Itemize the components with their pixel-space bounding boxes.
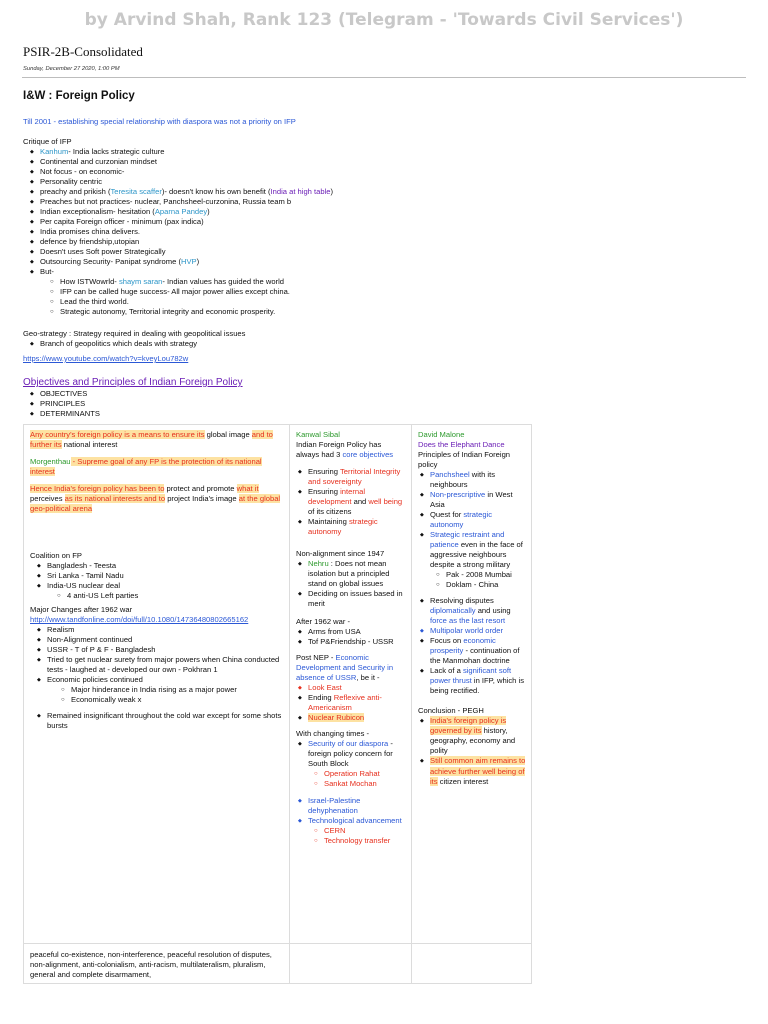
post-nep-list bbox=[298, 683, 405, 723]
objectives-heading[interactable]: Objectives and Principles of Indian Foreign Policy bbox=[23, 377, 243, 388]
list-item bbox=[298, 487, 405, 517]
paragraph bbox=[30, 430, 283, 450]
changing-times-title: With changing times - bbox=[296, 729, 370, 739]
major-changes-list bbox=[37, 625, 283, 731]
list-item bbox=[420, 490, 526, 510]
sub-list-item: ○ Major hinderance in India rising as a major power bbox=[61, 685, 283, 695]
item-text: project India's image bbox=[165, 494, 239, 504]
item-text: ) bbox=[207, 207, 210, 217]
highlight-text: and to further its bbox=[30, 430, 273, 450]
sub-list-item: ○ Lead the third world. bbox=[50, 297, 333, 307]
item-text: ) bbox=[196, 257, 200, 267]
author-name: Nehru bbox=[308, 559, 329, 569]
sub-list bbox=[314, 826, 405, 846]
keyword: significant soft power thrust bbox=[430, 666, 512, 686]
highlight-text: Nuclear Rubicon bbox=[308, 713, 365, 723]
watermark: by Arvind Shah, Rank 123 (Telegram - 'Towards Civil Services') bbox=[84, 10, 684, 30]
item-text: : Does not mean isolation but a principled stand on global issues bbox=[308, 559, 390, 589]
list-item bbox=[420, 596, 526, 626]
list-item: ◆ Tof P&Friendship - USSR bbox=[298, 637, 405, 647]
document-title: PSIR-2B-Consolidated bbox=[23, 44, 143, 59]
conclusion-title: Conclusion - PEGH bbox=[418, 706, 484, 716]
item-text: preachy and prikish ( bbox=[40, 187, 111, 197]
list-item bbox=[298, 739, 405, 789]
objectives-list bbox=[298, 467, 405, 537]
list-item: ◆ Realism bbox=[37, 625, 283, 635]
list-item: ◆ Multipolar world order bbox=[420, 626, 526, 636]
highlight-text: India's foreign policy is governed by its bbox=[430, 716, 507, 736]
book-title: India at high table bbox=[270, 187, 331, 197]
after-1962-list bbox=[298, 627, 405, 647]
list-item bbox=[37, 675, 283, 705]
item-text: and using bbox=[475, 606, 511, 616]
item-text: national interest bbox=[61, 440, 118, 450]
keyword: economic prosperity bbox=[430, 636, 496, 656]
list-item bbox=[298, 816, 405, 846]
critique-section bbox=[23, 137, 333, 317]
intro-line: Till 2001 - establishing special relationship with diaspora was not a priority on IFP bbox=[23, 117, 296, 126]
highlight-text: Still common aim remains to achieve further well being of its bbox=[430, 756, 526, 786]
keyword: Non-prescriptive bbox=[430, 490, 486, 500]
sub-list-item: ○ Doklam - China bbox=[436, 580, 526, 590]
list-item bbox=[420, 636, 526, 666]
highlight-text: what it bbox=[236, 484, 259, 494]
highlight-text: - Supreme goal of any FP is the protection of its national interest bbox=[30, 457, 262, 477]
keyword: internal development bbox=[308, 487, 365, 507]
item-text: of its citizens bbox=[308, 507, 352, 517]
author-name: shaym saran bbox=[118, 277, 163, 287]
item-text: ) bbox=[330, 187, 334, 197]
author-name: HVP bbox=[180, 257, 197, 267]
item-text: in IFP, which is being rectified. bbox=[430, 676, 524, 696]
item-text: Ensuring bbox=[308, 467, 340, 477]
youtube-link[interactable]: https://www.youtube.com/watch?v=kveyLou782w bbox=[23, 354, 189, 364]
author-name: David Malone bbox=[418, 430, 465, 439]
list-item: ◆ PRINCIPLES bbox=[30, 399, 100, 409]
keyword: Security of our diaspora bbox=[308, 739, 389, 749]
list-item bbox=[298, 713, 405, 723]
item-text: Economic policies continued bbox=[47, 675, 143, 685]
sub-list-item bbox=[50, 277, 333, 287]
list-item bbox=[298, 517, 405, 537]
item-text: - India lacks strategic culture bbox=[68, 147, 165, 157]
geo-line: Geo-strategy : Strategy required in dealing with geopolitical issues bbox=[23, 329, 246, 338]
sub-list-item: ○ CERN bbox=[314, 826, 405, 836]
list-item: ◆ Israel-Palestine dehyphenation bbox=[298, 796, 405, 816]
sub-list bbox=[50, 277, 333, 317]
list-item bbox=[420, 756, 526, 786]
after-1962-title: After 1962 war - bbox=[296, 617, 351, 627]
list-item bbox=[298, 467, 405, 487]
keyword: well being bbox=[368, 497, 403, 507]
item-text: Ending bbox=[308, 693, 334, 703]
conclusion-list bbox=[420, 716, 526, 786]
paragraph bbox=[30, 484, 283, 514]
highlight-text: at the global geo-political arena bbox=[30, 494, 281, 514]
paragraph bbox=[296, 440, 405, 460]
list-item bbox=[420, 666, 526, 696]
sub-list-item: ○ 4 anti-US Left parties bbox=[57, 591, 283, 601]
principles-line: Principles of Indian Foreign policy bbox=[418, 450, 511, 470]
document-date: Sunday, December 27 2020, 1:00 PM bbox=[23, 66, 120, 72]
list-item: ◆ Branch of geopolitics which deals with strategy bbox=[30, 339, 245, 349]
item-text: But- bbox=[40, 267, 54, 277]
table-cell-kanwal-sibal bbox=[290, 425, 412, 943]
keyword: strategic autonomy bbox=[430, 510, 493, 530]
item-text: even in the face of aggressive neighbours despite a strong military bbox=[430, 540, 523, 570]
author-name: Morgenthau bbox=[30, 457, 71, 467]
list-item bbox=[30, 147, 333, 157]
list-item bbox=[30, 267, 333, 317]
coalition-title: Coalition on FP bbox=[30, 551, 82, 561]
keyword: Strategic restraint and patience bbox=[430, 530, 505, 550]
list-item bbox=[30, 207, 333, 217]
list-item bbox=[420, 510, 526, 530]
list-item: ◆ Continental and curzonian mindset bbox=[30, 157, 333, 167]
sub-list-item: ○ IFP can be called huge success- All major power allies except china. bbox=[50, 287, 333, 297]
tandfonline-link[interactable]: http://www.tandfonline.com/doi/full/10.1080/14736480802665162 bbox=[30, 615, 249, 625]
list-item bbox=[420, 470, 526, 490]
sub-list-item: ○ Economically weak x bbox=[61, 695, 283, 705]
item-text: )- doesn't know his own benefit ( bbox=[161, 187, 271, 197]
item-text: - continuation of the Manmohan doctrine bbox=[430, 646, 520, 666]
keyword: force as the last resort bbox=[430, 616, 506, 626]
page-heading: I&W : Foreign Policy bbox=[23, 90, 135, 102]
item-text: in West Asia bbox=[430, 490, 513, 510]
coalition-list bbox=[37, 561, 283, 601]
list-item: ◆ USSR - T of P & F - Bangladesh bbox=[37, 645, 283, 655]
item-text: Indian Foreign Policy has always had 3 bbox=[296, 440, 382, 460]
author-name: Kanwal Sibal bbox=[296, 430, 340, 439]
sub-list bbox=[57, 591, 283, 601]
highlight-text: Hence India's foreign policy has been to bbox=[30, 484, 165, 494]
list-item: ◆ defence by friendship,utopian bbox=[30, 237, 333, 247]
author-name: Aparna Pandey bbox=[154, 207, 208, 217]
list-item: ◆ Deciding on issues based in merit bbox=[298, 589, 405, 609]
author-name: Kanhum bbox=[40, 147, 69, 157]
sub-list bbox=[314, 769, 405, 789]
geo-section bbox=[23, 329, 245, 364]
list-item bbox=[30, 187, 333, 197]
list-item: ◆ Arms from USA bbox=[298, 627, 405, 637]
item-text: Post NEP - bbox=[296, 653, 336, 663]
non-alignment-list bbox=[298, 559, 405, 609]
list-item bbox=[420, 716, 526, 756]
item-text: Quest for bbox=[430, 510, 464, 520]
list-item: ◆ Tried to get nuclear surety from major powers when China conducted tests - laughed at - developed our own - Pokhran 1 bbox=[37, 655, 283, 675]
item-text: and bbox=[351, 497, 369, 507]
list-item bbox=[298, 559, 405, 589]
item-text: Focus on bbox=[430, 636, 464, 646]
notes-table bbox=[23, 424, 532, 984]
keyword: core objectives bbox=[342, 450, 394, 460]
keyword: Economic Development and Security in absence of USSR bbox=[296, 653, 394, 683]
highlight-text: Any country's foreign policy is a means to ensure its bbox=[30, 430, 205, 439]
sub-list-item: ○ Pak - 2008 Mumbai bbox=[436, 570, 526, 580]
objectives-list bbox=[30, 389, 100, 419]
sub-list bbox=[436, 570, 526, 590]
keyword: strategic autonomy bbox=[308, 517, 378, 537]
item-text: - foreign policy concern for South Block bbox=[308, 739, 393, 769]
item-text: perceives bbox=[30, 494, 65, 504]
list-item: ◆ Bangladesh - Teesta bbox=[37, 561, 283, 571]
item-text: history, geography, economy and polity bbox=[430, 726, 516, 756]
item-text: - Indian values has guided the world bbox=[162, 277, 284, 287]
changing-times-list bbox=[298, 739, 405, 845]
critique-title: Critique of IFP bbox=[23, 137, 72, 146]
item-text: Resolving disputes bbox=[430, 596, 494, 606]
principles-list bbox=[420, 470, 526, 696]
table-cell-david-malone bbox=[412, 425, 532, 943]
table-cell-empty bbox=[290, 944, 412, 983]
item-text: global image bbox=[204, 430, 252, 439]
list-item: ◆ Remained insignificant throughout the cold war except for some shots bursts bbox=[37, 711, 283, 731]
list-item bbox=[30, 257, 333, 267]
geo-list bbox=[30, 339, 245, 349]
non-alignment-title: Non-alignment since 1947 bbox=[296, 549, 385, 559]
list-item bbox=[420, 530, 526, 590]
title-divider bbox=[22, 77, 746, 78]
item-text: Technological advancement bbox=[308, 815, 402, 825]
table-cell-objectives bbox=[24, 425, 290, 943]
table-cell-principles: peaceful co-existence, non-interference, peaceful resolution of disputes, non-alignment, anti-colonialism, anti-racism, multilateralism, pluralism, general and complete disarmament, bbox=[24, 944, 290, 983]
list-item: ◆ Sri Lanka - Tamil Nadu bbox=[37, 571, 283, 581]
list-item: ◆ India promises china delivers. bbox=[30, 227, 333, 237]
author-name: Teresita scaffer bbox=[110, 187, 162, 197]
list-item: ◆ Not focus - on economic- bbox=[30, 167, 333, 177]
list-item: ◆ Doesn't uses Soft power Strategically bbox=[30, 247, 333, 257]
keyword: diplomatically bbox=[430, 606, 476, 616]
paragraph bbox=[30, 457, 283, 477]
item-text: protect and promote bbox=[164, 484, 237, 494]
list-item: ◆ DETERMINANTS bbox=[30, 409, 100, 419]
item-text: with its neighbours bbox=[430, 470, 496, 490]
item-text: Outsourcing Security- Panipat syndrome ( bbox=[40, 257, 181, 267]
major-changes-title: Major Changes after 1962 war bbox=[30, 605, 133, 615]
list-item: ◆ Personality centric bbox=[30, 177, 333, 187]
item-text: , be it - bbox=[356, 673, 380, 683]
item-text: Maintaining bbox=[308, 517, 349, 527]
item-text: Indian exceptionalism- hesitation ( bbox=[40, 207, 155, 217]
list-item bbox=[298, 693, 405, 713]
keyword: Reflexive anti-Americanism bbox=[308, 693, 382, 713]
keyword: Panchsheel bbox=[430, 470, 470, 480]
item-text: Lack of a bbox=[430, 666, 463, 676]
post-nep-line bbox=[296, 653, 405, 683]
sub-list-item: ○ Strategic autonomy, Territorial integrity and economic prosperity. bbox=[50, 307, 333, 317]
list-item: ◆ Preaches but not practices- nuclear, Panchsheel-curzonina, Russia team b bbox=[30, 197, 333, 207]
sub-list bbox=[61, 685, 283, 705]
item-text: India-US nuclear deal bbox=[47, 581, 121, 591]
list-item: ◆ Look East bbox=[298, 683, 405, 693]
list-item: ◆ OBJECTIVES bbox=[30, 389, 100, 399]
item-text: Ensuring bbox=[308, 487, 341, 497]
item-text: How ISTWowrld- bbox=[60, 277, 119, 287]
keyword: Territorial Integrity and sovereignty bbox=[308, 467, 401, 487]
sub-list-item: ○ Sankat Mochan bbox=[314, 779, 405, 789]
highlight-text: as its national interests and to bbox=[64, 494, 166, 504]
list-item bbox=[37, 581, 283, 601]
list-item: ◆ Per capita Foreign officer - minimum (pax indica) bbox=[30, 217, 333, 227]
book-title: Does the Elephant Dance bbox=[418, 440, 505, 450]
item-text: citizen interest bbox=[437, 776, 489, 786]
sub-list-item: ○ Technology transfer bbox=[314, 836, 405, 846]
list-item: ◆ Non-Alignment continued bbox=[37, 635, 283, 645]
critique-list bbox=[30, 147, 333, 317]
sub-list-item: ○ Operation Rahat bbox=[314, 769, 405, 779]
